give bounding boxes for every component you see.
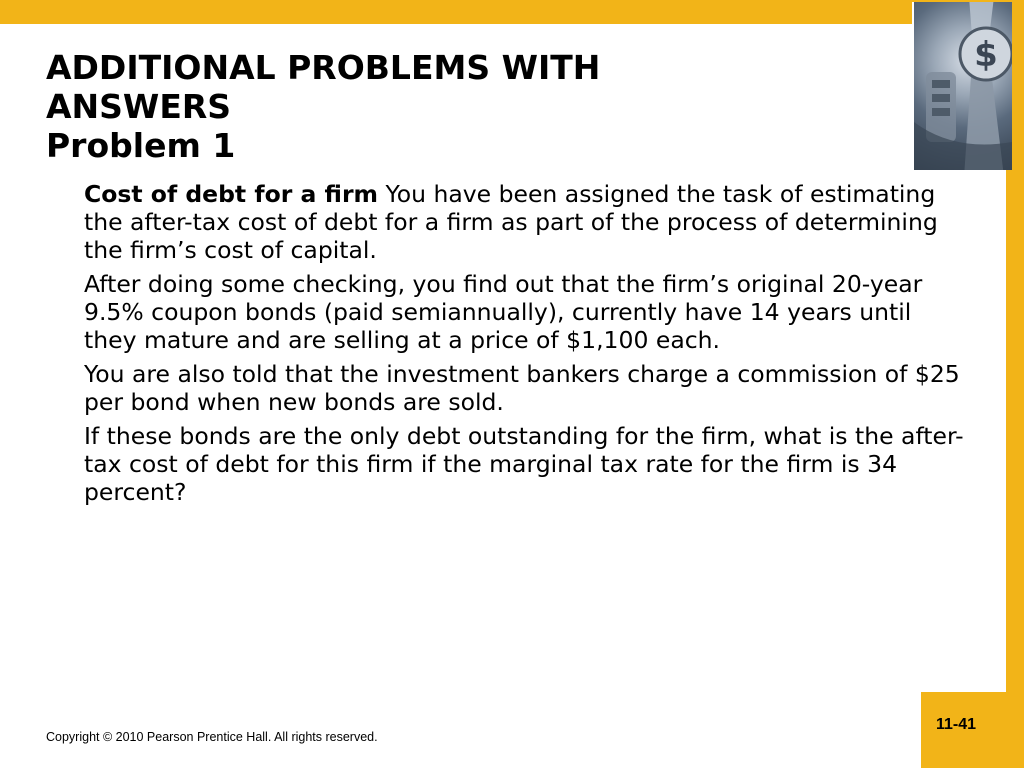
copyright-notice: Copyright © 2010 Pearson Prentice Hall. All rights reserved. [46, 730, 378, 744]
svg-text:$: $ [974, 35, 998, 75]
paragraph-2 [84, 270, 964, 354]
paragraph-text: You are also told that the investment bankers charge a commission of $25 per bond when new bonds are sold. [84, 360, 960, 416]
paragraph-1 [84, 180, 964, 264]
paragraph-text: You have been assigned the task of estimating the after-tax cost of debt for a firm as part of the process of determining the firm’s cost of capital. [84, 180, 938, 264]
slide-number: 11-41 [936, 716, 977, 733]
paragraph-3 [84, 360, 964, 416]
problem-body [84, 180, 964, 512]
top-accent-bar [0, 0, 1024, 24]
paragraph-lead: Cost of debt for a firm [84, 180, 379, 208]
slide-title [46, 48, 896, 165]
title-line-3: Problem 1 [46, 126, 236, 165]
title-line-1: ADDITIONAL PROBLEMS WITH [46, 48, 601, 87]
paragraph-text: After doing some checking, you find out that the firm’s original 20-year 9.5% coupon bonds (paid semiannually), currently have 14 years until they mature and are selling at a price of $1,100 each. [84, 270, 923, 354]
wrench-dollar-icon [912, 2, 1012, 170]
paragraph-4 [84, 422, 964, 506]
paragraph-text: If these bonds are the only debt outstanding for the firm, what is the after-tax cost of debt for this firm if the marginal tax rate for the firm is 34 percent? [84, 422, 964, 506]
title-line-2: ANSWERS [46, 87, 232, 126]
